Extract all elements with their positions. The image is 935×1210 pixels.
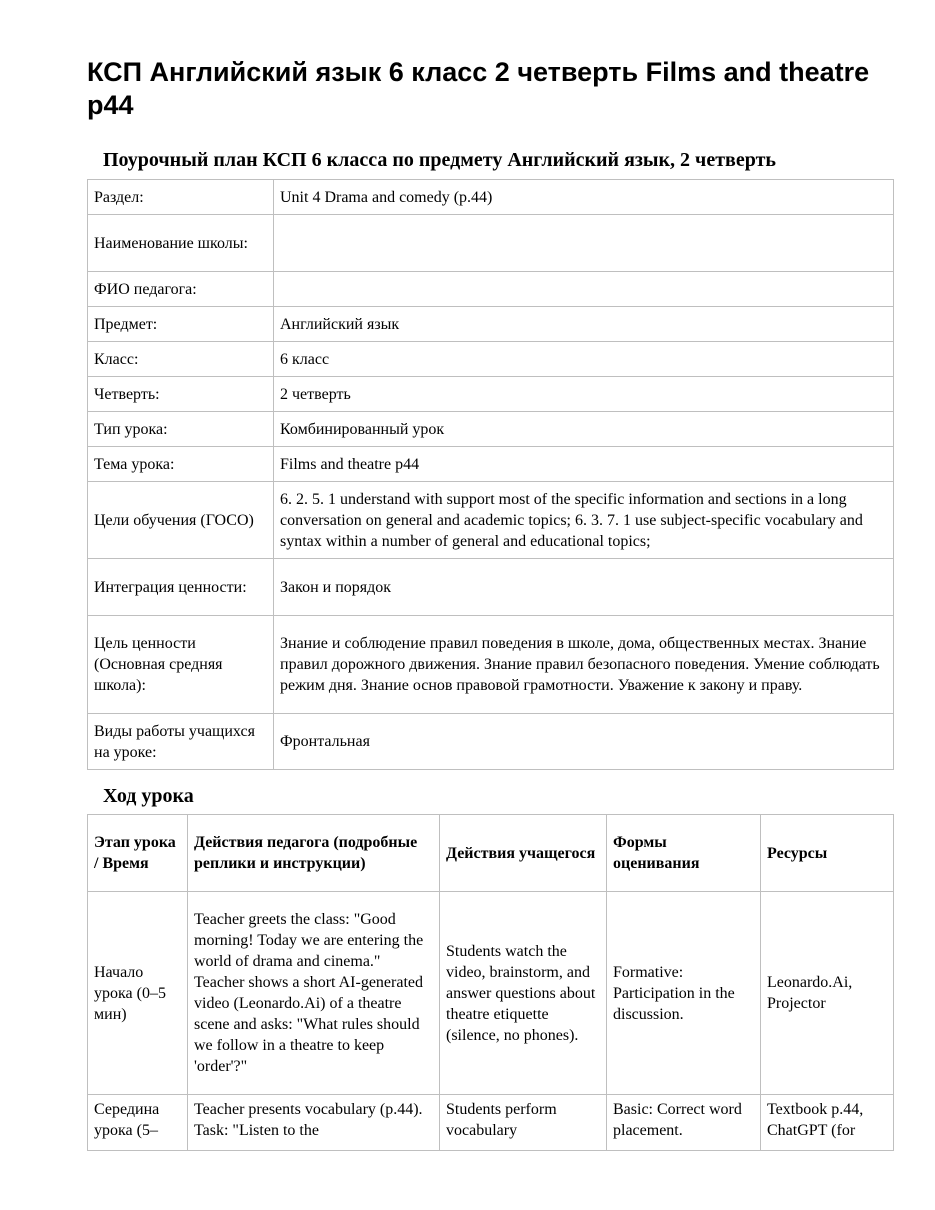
table-cell: Students watch the video, brainstorm, and answer questions about theatre etiquette (silence, no phones). [440,892,607,1095]
info-label: ФИО педагога: [88,272,274,307]
document-title: КСП Английский язык 6 класс 2 четверть Films and theatre p44 [87,57,870,120]
info-label: Виды работы учащихся на уроке: [88,714,274,770]
info-value: 6. 2. 5. 1 understand with support most of the specific information and sections in a long conversation on general and academic topics; 6. 3. 7. 1 use subject-specific vocabulary and syntax within a number of general and educational topics; [274,482,894,559]
info-label: Тип урока: [88,412,274,447]
info-row [88,342,894,377]
info-row [88,215,894,272]
info-row [88,616,894,714]
table-cell: Начало урока (0–5 мин) [88,892,188,1095]
info-value [274,215,894,272]
info-row [88,559,894,616]
info-label: Предмет: [88,307,274,342]
table-cell: Formative: Participation in the discussion. [607,892,761,1095]
info-label: Раздел: [88,180,274,215]
column-header: Этап урока / Время [88,815,188,892]
table-cell: Students perform vocabulary [440,1095,607,1151]
column-header: Ресурсы [761,815,894,892]
info-value: Films and theatre p44 [274,447,894,482]
plan-heading: Поурочный план КСП 6 класса по предмету Английский язык, 2 четверть [103,149,776,171]
info-row [88,714,894,770]
info-value: 6 класс [274,342,894,377]
info-row [88,447,894,482]
info-row [88,307,894,342]
table-cell: Textbook p.44, ChatGPT (for [761,1095,894,1151]
table-row [88,1095,894,1151]
info-label: Наименование школы: [88,215,274,272]
info-row [88,272,894,307]
table-cell: Teacher presents vocabulary (p.44). Task: "Listen to the [188,1095,440,1151]
info-value: Знание и соблюдение правил поведения в школе, дома, общественных местах. Знание правил дорожного движения. Знание правил безопасного поведения. Умение соблюдать режим дня. Знание основ правовой грамотности. Уважение к закону и праву. [274,616,894,714]
table-cell: Teacher greets the class: "Good morning! Today we are entering the world of drama and cinema." Teacher shows a short AI-generated video (Leonardo.Ai) of a theatre scene and asks: "What rules should we follow in a theatre to keep 'order'?" [188,892,440,1095]
info-label: Цели обучения (ГОСО) [88,482,274,559]
info-label: Тема урока: [88,447,274,482]
lesson-info-table [87,179,894,770]
info-value: Закон и порядок [274,559,894,616]
info-row [88,180,894,215]
column-header: Формы оценивания [607,815,761,892]
table-cell: Середина урока (5– [88,1095,188,1151]
table-row [88,892,894,1095]
lesson-heading: Ход урока [103,785,194,807]
info-row [88,377,894,412]
info-value: Фронтальная [274,714,894,770]
info-value [274,272,894,307]
column-header: Действия педагога (подробные реплики и инструкции) [188,815,440,892]
info-label: Цель ценности (Основная средняя школа): [88,616,274,714]
info-label: Интеграция ценности: [88,559,274,616]
info-value: Английский язык [274,307,894,342]
lesson-flow-table [87,814,894,1151]
table-cell: Basic: Correct word placement. [607,1095,761,1151]
info-row [88,482,894,559]
info-value: Комбинированный урок [274,412,894,447]
info-label: Четверть: [88,377,274,412]
table-header-row [88,815,894,892]
info-value: 2 четверть [274,377,894,412]
info-row [88,412,894,447]
info-value: Unit 4 Drama and comedy (p.44) [274,180,894,215]
column-header: Действия учащегося [440,815,607,892]
info-label: Класс: [88,342,274,377]
table-cell: Leonardo.Ai, Projector [761,892,894,1095]
